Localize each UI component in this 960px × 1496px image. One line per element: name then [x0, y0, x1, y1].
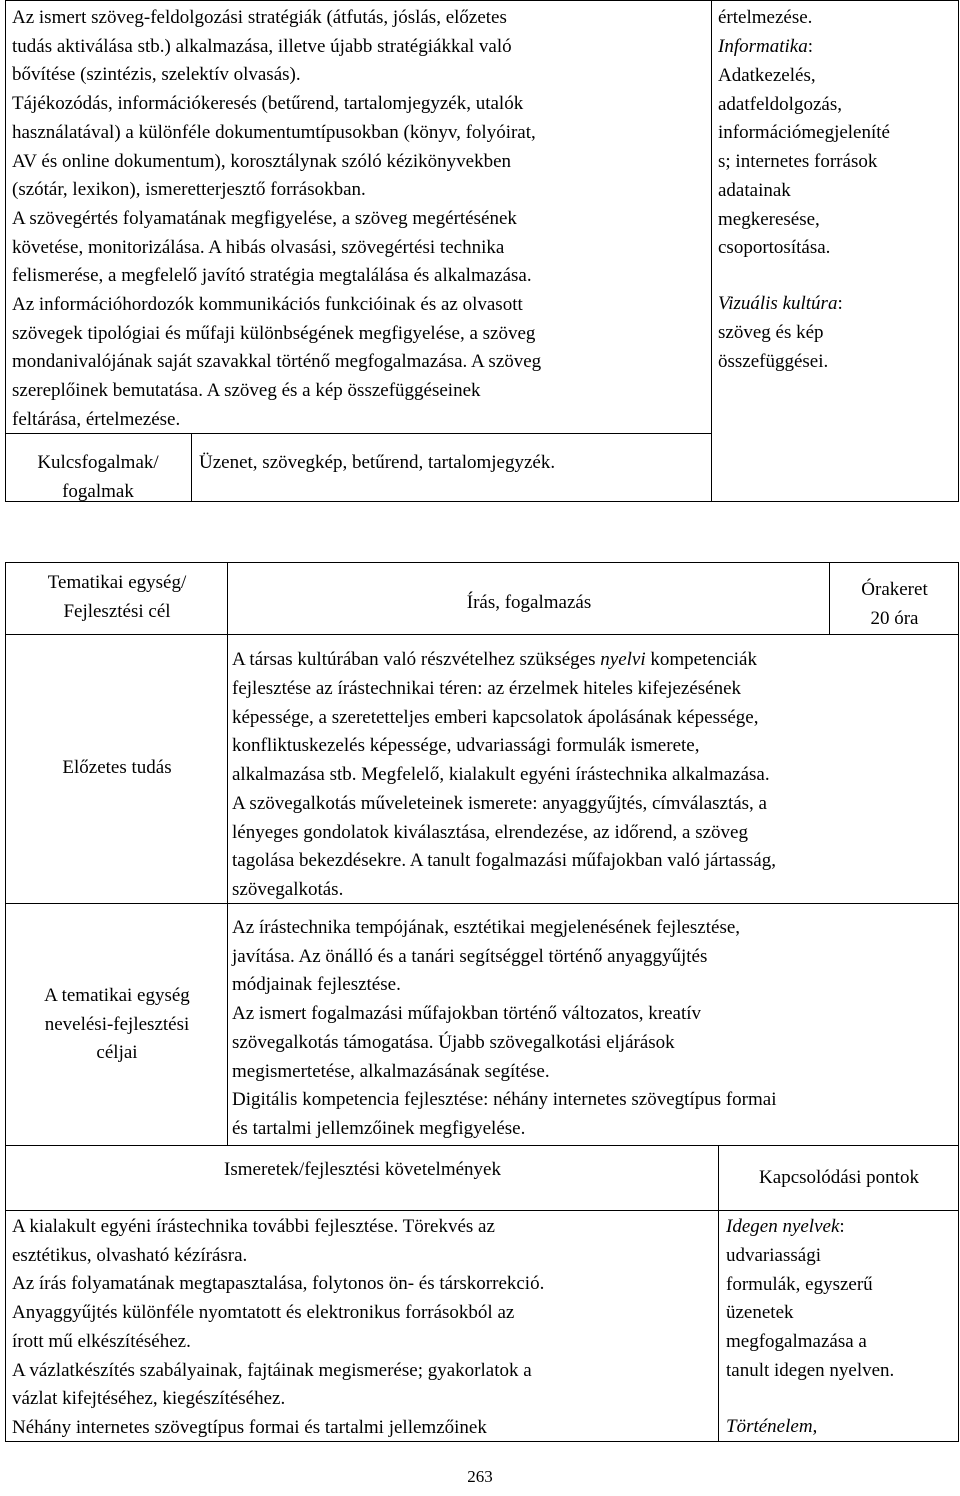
kapcsolodasi-header: Kapcsolódási pontok	[759, 1167, 919, 1188]
table2-orakeret-divider	[829, 562, 830, 635]
table1-left-text: Az ismert szöveg-feldolgozási stratégiák (átfutás, jóslás, előzetes tudás aktiválása stb.) alkalmazása, illetve újabb stratégiákkal való bővítése (szintézis, szelektív olvasás). Tájékozódás, információkeresés (betűrend, tartalomjegyzék, utalók használatával) a különféle dokumentumtípusokban (könyv, folyóirat, AV és online dokumentum), korosztálynak szóló kézikönyvekben (szótár, lexikon), ismeretterjesztő forrásokban. A szövegértés folyamatának megfigyelése, a szöveg megértésének követése, monitorizálása. A hibás olvasási, szövegértési technika felismerése, a megfelelő javító stratégia megtalálása és alkalmazása. Az információhordozók kommunikációs funkcióinak és az olvasott szövegek tipológiai és műfaji különbségének megfigyelése, a szöveg mondanivalójának saját szavakkal történő megfogalmazása. A szöveg szereplőinek bemutatása. A szöveg és a kép összefüggéseinek feltárása, értelmezése.	[12, 7, 542, 430]
kulcsfogalmak-label: Kulcsfogalmak/ fogalmak	[37, 452, 159, 502]
celok-text: Az írástechnika tempójának, esztétikai megjelenésének fejlesztése, javítása. Az önálló és a tanári segítséggel történő anyaggyűjtés módjainak fejlesztése. Az ismert fogalmazási műfajokban történő változatos, kreatív szövegalkotás támogatása. Újabb szövegalkotási eljárások megismertetése, alkalmazásának segítése. Digitális kompetencia fejlesztése: néhány internetes szövegtípus formai és tartalmi jellemzőinek megfigyelése.	[232, 917, 777, 1139]
table2-left-border	[5, 562, 6, 1442]
table1-informatika-heading	[718, 33, 956, 62]
table2-row4-border	[5, 1210, 958, 1211]
elozetes-line1-a: A társas kultúrában való részvételhez szükséges	[232, 649, 601, 670]
vizualis-colon: :	[837, 293, 843, 314]
ismeretek-header: Ismeretek/fejlesztési követelmények	[224, 1159, 501, 1180]
table1-left-border	[5, 0, 6, 502]
vizualis-label: Vizuális kultúra	[718, 293, 838, 314]
idegen-nyelvek-text: udvariassági formulák, egyszerű üzenetek megfogalmazása a tanult idegen nyelven.	[726, 1245, 895, 1381]
table2-row3-border	[5, 1145, 958, 1146]
table1-right-border	[958, 0, 959, 502]
informatika-colon: :	[807, 36, 813, 57]
table2-kapcsolodasi-divider	[718, 1145, 719, 1442]
elozetes-tudas-first-line	[232, 646, 956, 675]
table1-vizualis-text: szöveg és kép összefüggései.	[718, 322, 829, 372]
idegen-nyelvek-heading	[726, 1213, 956, 1242]
table2-top-border	[5, 562, 958, 563]
tortenelem-label: Történelem,	[726, 1416, 818, 1437]
orakeret-value: 20 óra	[870, 608, 919, 629]
table1-kulcs-divider	[191, 433, 192, 502]
table1-informatika-text: Adatkezelés, adatfeldolgozás, információmegjeleníté s; internetes források adatainak megkeresése, csoportosítása.	[718, 65, 890, 259]
unit-title: Írás, fogalmazás	[466, 592, 592, 613]
tematikai-egyseg-label: Tematikai egység/ Fejlesztési cél	[47, 572, 187, 622]
table2-row1-border	[5, 634, 958, 635]
idegen-label: Idegen nyelvek	[726, 1216, 840, 1237]
elozetes-line1-b: kompetenciák	[645, 649, 757, 670]
idegen-colon: :	[839, 1216, 845, 1237]
informatika-label: Informatika	[718, 36, 808, 57]
celok-label: A tematikai egység nevelési-fejlesztési céljai	[44, 985, 190, 1064]
page-number: 263	[467, 1467, 493, 1486]
table1-right-top: értelmezése.	[718, 7, 813, 28]
elozetes-line1-italic: nyelvi	[600, 649, 646, 670]
table1-right-divider	[711, 0, 712, 502]
elozetes-tudas-label: Előzetes tudás	[62, 757, 172, 778]
table2-label-divider	[227, 562, 228, 1146]
elozetes-tudas-text: fejlesztése az írástechnikai téren: az érzelmek hiteles kifejezésének képessége, a szeretetteljes emberi kapcsolatok ápolásának képessége, konfliktuskezelés képessége, udvariassági formulák ismerete, alkalmazása stb. Megfelelő, kialakult egyéni írástechnika alkalmazása. A szövegalkotás műveleteinek ismerete: anyaggyűjtés, címválasztás, a lényeges gondolatok kiválasztása, elrendezése, az időrend, a szöveg tagolása bekezdésekre. A tanult fogalmazási műfajokban való jártasság, szövegalkotás.	[232, 678, 776, 900]
orakeret-label: Órakeret	[861, 579, 928, 600]
ismeretek-text: A kialakult egyéni írástechnika további fejlesztése. Törekvés az esztétikus, olvasható kézírásra. Az írás folyamatának megtapasztalása, folytonos ön- és társkorrekció. Anyaggyűjtés különféle nyomtatott és elektronikus forrásokból az írott mű elkészítéséhez. A vázlatkészítés szabályainak, fajtáinak megismerése; gyakorlatok a vázlat kifejtéséhez, kiegészítéséhez. Néhány internetes szövegtípus formai és tartalmi jellemzőinek	[12, 1216, 545, 1438]
table2-right-border	[958, 562, 959, 1442]
table1-vizualis-heading	[718, 290, 956, 319]
table1-top-border	[5, 0, 958, 1]
kulcsfogalmak-value: Üzenet, szövegkép, betűrend, tartalomjegyzék.	[199, 452, 556, 473]
